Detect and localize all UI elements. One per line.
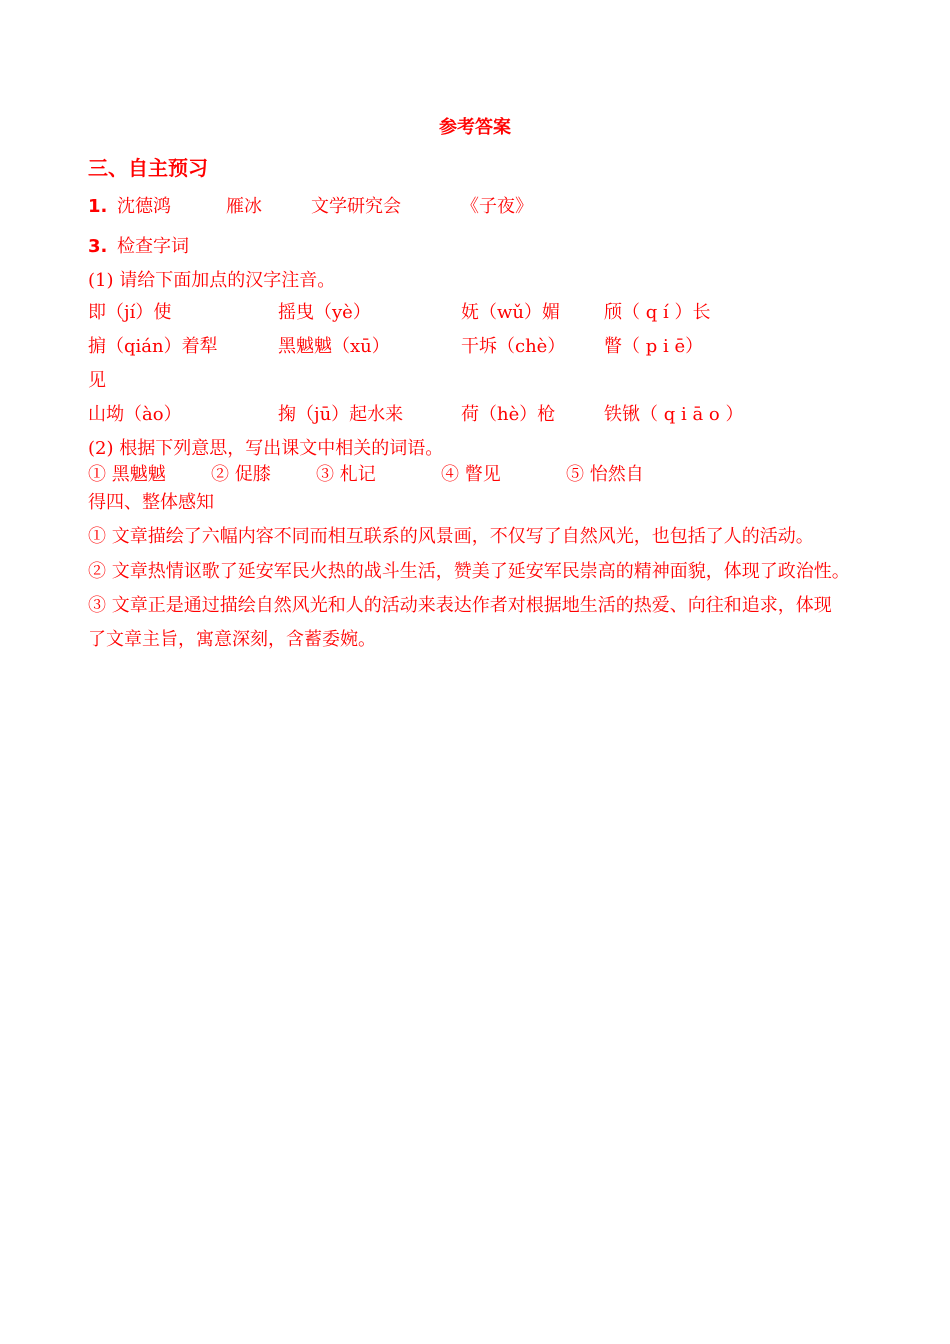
word-answer: ③ 札记 (316, 464, 376, 485)
question-3-number: 3. (88, 236, 108, 257)
pinyin-item-wrap: 见 (88, 370, 106, 391)
overall-point-continued: 了文章主旨，寓意深刻，含蓄委婉。 (88, 629, 376, 650)
q1-answer-work: 《子夜》 (461, 196, 533, 217)
pinyin-item: 铁锹（ q i ā o ） (604, 404, 744, 425)
q3-part1-instruction: (1) 请给下面加点的汉字注音。 (88, 270, 336, 291)
pinyin-item: 荷（hè）枪 (461, 404, 556, 425)
section-heading-overall: 得四、整体感知 (88, 492, 214, 513)
pinyin-item: 瞥（ p i ē） (604, 336, 704, 357)
pinyin-item: 山坳（ào） (88, 404, 182, 425)
pinyin-item: 即（jí）使 (88, 302, 172, 323)
question-3-title: 检查字词 (117, 236, 189, 257)
section-heading-preview: 三、自主预习 (88, 156, 208, 180)
word-answer: ⑤ 怡然自 (566, 464, 644, 485)
q3-part2-instruction: (2) 根据下列意思，写出课文中相关的词语。 (88, 438, 444, 459)
pinyin-item: 颀（ q í ）长 (604, 302, 711, 323)
pinyin-item: 妩（wǔ）媚 (461, 302, 560, 323)
pinyin-item: 干坼（chè） (461, 336, 566, 357)
page-title: 参考答案 (439, 117, 511, 138)
overall-point: ① 文章描绘了六幅内容不同而相互联系的风景画，不仅写了自然风光，也包括了人的活动。 (88, 526, 814, 547)
pinyin-item: 摇曳（yè） (278, 302, 371, 323)
q1-answer-name: 沈德鸿 (117, 196, 171, 217)
overall-point: ② 文章热情讴歌了延安军民火热的战斗生活，赞美了延安军民崇高的精神面貌，体现了政治性。 (88, 561, 850, 582)
pinyin-item: 掮（qián）着犁 (88, 336, 218, 357)
pinyin-item: 掬（jū）起水来 (278, 404, 404, 425)
word-answer: ④ 瞥见 (441, 464, 501, 485)
pinyin-item: 黑魆魆（xū） (278, 336, 390, 357)
q1-answer-penname: 雁冰 (226, 196, 262, 217)
overall-point: ③ 文章正是通过描绘自然风光和人的活动来表达作者对根据地生活的热爱、向往和追求，体现 (88, 595, 832, 616)
q1-answer-society: 文学研究会 (311, 196, 401, 217)
question-1-number: 1. (88, 196, 108, 217)
word-answer: ② 促膝 (211, 464, 271, 485)
word-answer: ① 黑魆魆 (88, 464, 166, 485)
